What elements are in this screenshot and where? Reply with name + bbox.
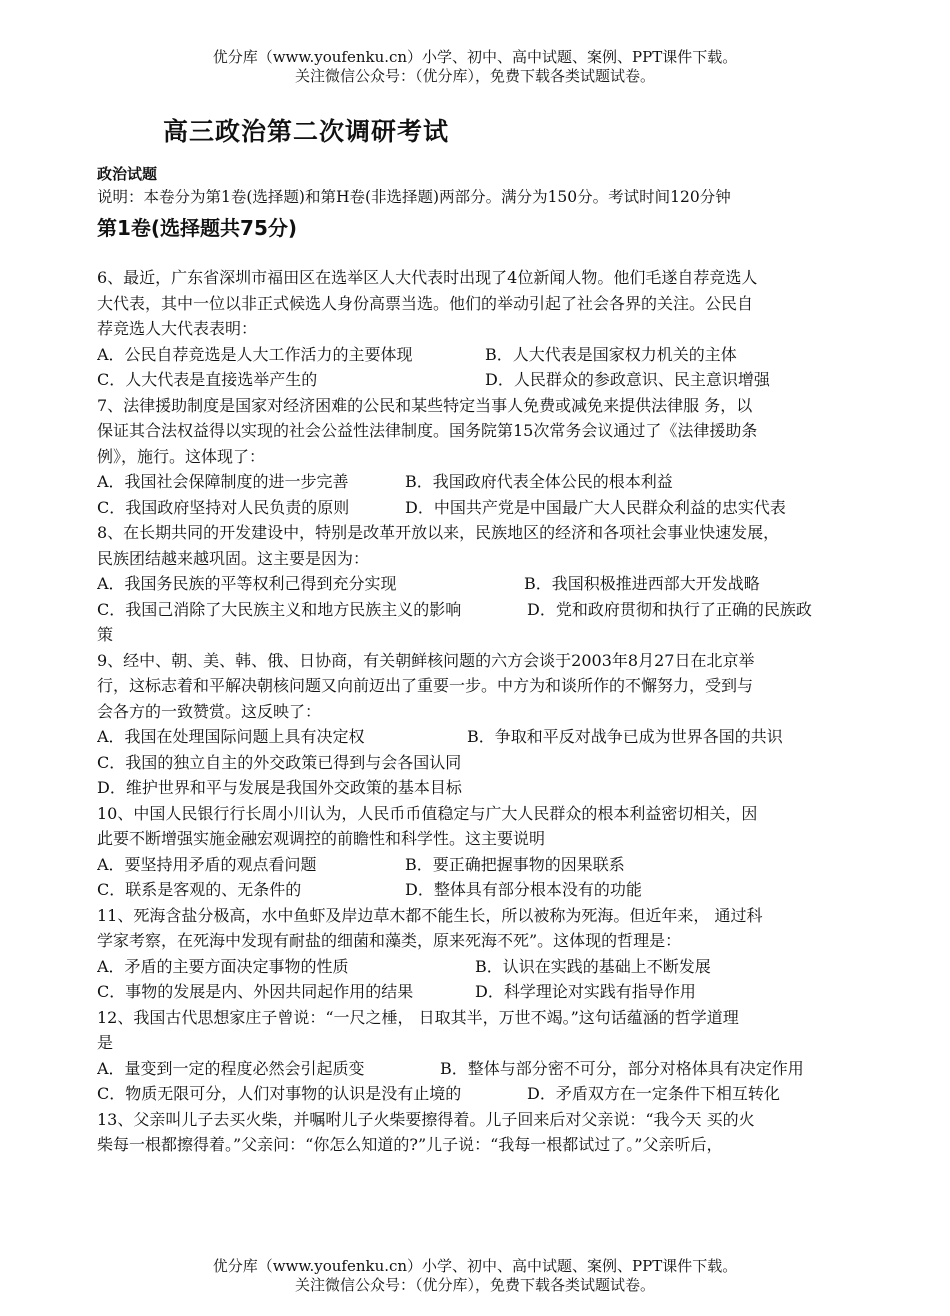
footer-banner xyxy=(0,1257,950,1295)
option-c: C．联系是客观的、无条件的 xyxy=(97,880,302,899)
option-b: B．争取和平反对战争已成为世界各国的共识 xyxy=(467,727,783,746)
option-a: A．公民自荐竞选是人大工作活力的主要体现 xyxy=(97,344,413,364)
question-9-text: 9、经中、朝、美、韩、俄、日协商，有关朝鲜核问题的六方会谈于2003年8月27日在北京举 xyxy=(97,650,755,670)
banner-line-1: 优分库（www.youfenku.cn）小学、初中、高中试题、案例、PPT课件下载。 xyxy=(212,48,738,66)
option-b: B．认识在实践的基础上不断发展 xyxy=(475,956,711,976)
option-b: B．人大代表是国家权力机关的主体 xyxy=(485,344,737,364)
banner-line-2: 关注微信公众号：（优分库），免费下载各类试题试卷。 xyxy=(294,67,655,85)
question-9-text: 会各方的一致赞赏。这反映了： xyxy=(97,701,322,721)
question-8-text: 8、在长期共同的开发建设中，特别是改革开放以来，民族地区的经济和各项社会事业快速发展， xyxy=(97,523,780,542)
question-11-options-cd xyxy=(97,979,867,1005)
question-6-options-cd xyxy=(97,367,867,393)
option-b: B．要正确把握事物的因果联系 xyxy=(405,854,625,874)
option-c: C．我国己消除了大民族主义和地方民族主义的影响 xyxy=(97,599,462,619)
question-7-text: 7、法律援助制度是国家对经济困难的公民和某些特定当事人免费或减免来提供法律服 务，以 xyxy=(97,395,753,415)
question-8-options-cd xyxy=(97,597,867,623)
question-8-options-ab xyxy=(97,571,867,597)
option-c: C．我国的独立自主的外交政策已得到与会各国认同 xyxy=(97,752,462,772)
question-10-options-ab xyxy=(97,852,867,878)
question-12-options-cd xyxy=(97,1081,867,1107)
question-9-options-ab xyxy=(97,724,867,750)
option-d: D．整体具有部分根本没有的功能 xyxy=(405,880,642,899)
option-a: A．我国在处理国际问题上具有决定权 xyxy=(97,727,365,746)
option-d: D．矛盾双方在一定条件下相互转化 xyxy=(527,1084,780,1103)
option-d: D．中国共产党是中国最广大人民群众利益的忠实代表 xyxy=(405,497,786,517)
exam-title: 高三政治第二次调研考试 xyxy=(163,117,450,146)
question-7-options-ab xyxy=(97,469,867,495)
question-9-text: 行，这标志着和平解决朝核问题又向前迈出了重要一步。中方为和谈所作的不懈努力，受到与 xyxy=(97,676,754,695)
exam-instructions: 说明：本卷分为第1卷(选择题)和第H卷(非选择题)两部分。满分为150分。考试时间120分钟 xyxy=(97,188,731,206)
option-c: C．人大代表是直接选举产生的 xyxy=(97,370,318,389)
question-11-text: 11、死海含盐分极高，水中鱼虾及岸边草木都不能生长，所以被称为死海。但近年来， 通过科 xyxy=(97,905,763,925)
question-7-options-cd xyxy=(97,495,867,521)
question-list xyxy=(97,265,867,1158)
subject-heading: 政治试题 xyxy=(97,165,158,183)
question-8-text: 民族团结越来越巩固。这主要是因为： xyxy=(97,548,370,568)
option-c: C．事物的发展是内、外因共同起作用的结果 xyxy=(97,982,414,1001)
option-a: A．量变到一定的程度必然会引起质变 xyxy=(97,1058,365,1078)
option-d: D．人民群众的参政意识、民主意识增强 xyxy=(485,370,770,389)
question-10-options-cd xyxy=(97,877,867,903)
question-13-text: 13、父亲叫儿子去买火柴，并嘱咐儿子火柴要擦得着。儿子回来后对父亲说：“我今天 买的火 xyxy=(97,1109,755,1129)
option-c: C．我国政府坚持对人民负责的原则 xyxy=(97,497,350,517)
option-a: A．要坚持用矛盾的观点看问题 xyxy=(97,854,317,874)
question-10-text: 10、中国人民银行行长周小川认为，人民币币值稳定与广大人民群众的根本利益密切相关，因 xyxy=(97,803,758,823)
question-10-text: 此要不断增强实施金融宏观调控的前瞻性和科学性。这主要说明 xyxy=(97,829,546,848)
option-b: B．我国积极推进西部大开发战略 xyxy=(524,574,760,593)
question-6-options-ab xyxy=(97,342,867,368)
question-8-option-d-cont: 策 xyxy=(97,625,114,644)
option-d: D．党和政府贯彻和执行了正确的民族政 xyxy=(527,599,812,619)
question-6-text: 大代表，其中一位以非正式候选人身份高票当选。他们的举动引起了社会各界的关注。公民自 xyxy=(97,293,754,313)
question-12-text: 12、我国古代思想家庄子曾说：“一尺之棰， 日取其半，万世不竭。”这句话蕴涵的哲学道理 xyxy=(97,1007,739,1027)
question-11-options-ab xyxy=(97,954,867,980)
option-d: D．维护世界和平与发展是我国外交政策的基本目标 xyxy=(97,778,462,797)
question-12-text: 是 xyxy=(97,1033,114,1052)
option-b: B．整体与部分密不可分，部分对格体具有决定作用 xyxy=(440,1058,804,1078)
option-a: A．矛盾的主要方面决定事物的性质 xyxy=(97,956,349,976)
section-heading: 第1卷(选择题共75分) xyxy=(97,216,298,240)
option-a: A．我国社会保障制度的进一步完善 xyxy=(97,472,349,491)
option-a: A．我国务民族的平等权利己得到充分实现 xyxy=(97,574,397,593)
question-11-text: 学家考察，在死海中发现有耐盐的细菌和藻类，原来死海不死”。这体现的哲理是： xyxy=(97,931,682,950)
header-banner xyxy=(0,48,950,86)
option-c: C．物质无限可分，人们对事物的认识是没有止境的 xyxy=(97,1084,462,1103)
question-12-options-ab xyxy=(97,1056,867,1082)
option-d: D．科学理论对实践有指导作用 xyxy=(475,982,696,1001)
question-6-text: 荐竞选人大代表表明： xyxy=(97,319,258,338)
option-b: B．我国政府代表全体公民的根本利益 xyxy=(405,472,673,491)
question-13-text: 柴每一根都擦得着。”父亲问：“你怎么知道的?”儿子说：“我每一根都试过了。”父亲听后， xyxy=(97,1135,723,1154)
question-7-text: 保证其合法权益得以实现的社会公益性法律制度。国务院第15次常务会议通过了《法律援助条 xyxy=(97,421,758,440)
question-7-text: 例》，施行。这体现了： xyxy=(97,446,266,466)
banner-line-1: 优分库（www.youfenku.cn）小学、初中、高中试题、案例、PPT课件下载。 xyxy=(212,1257,738,1275)
question-6-text: 6、最近，广东省深圳市福田区在选举区人大代表时出现了4位新闻人物。他们毛遂自荐竞选人 xyxy=(97,268,758,287)
banner-line-2: 关注微信公众号：（优分库），免费下载各类试题试卷。 xyxy=(294,1276,655,1294)
